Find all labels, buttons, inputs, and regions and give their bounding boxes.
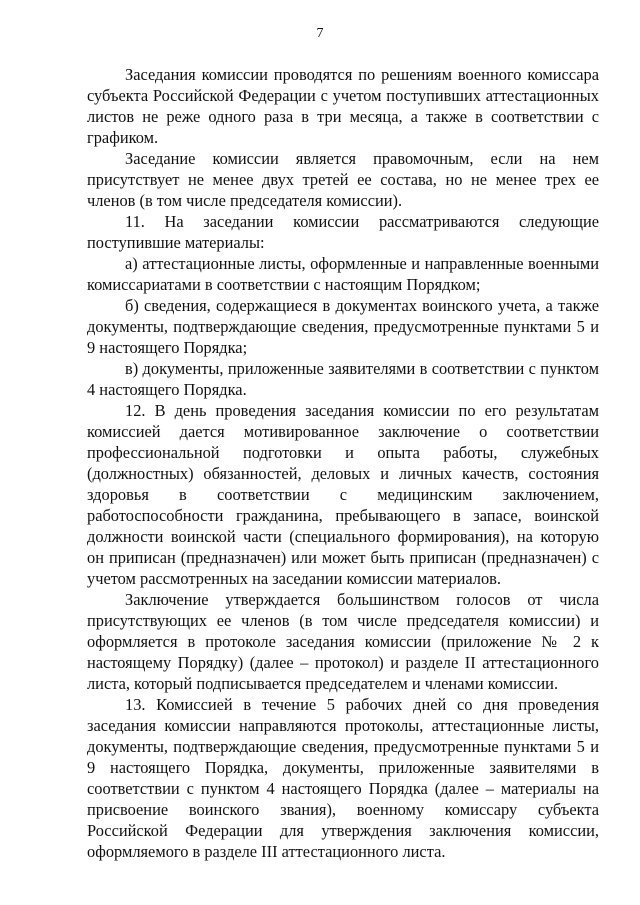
paragraph-quorum: Заседание комиссии является правомочным, если на нем присутствует не менее двух третей ее состава, но не менее трех ее членов (в том числе председателя комиссии).: [87, 149, 599, 210]
paragraph-item-11b: б) сведения, содержащиеся в документах воинского учета, а также документы, подтверждающие сведения, предусмотренные пунктами 5 и 9 настоящего Порядка;: [87, 296, 599, 357]
paragraph-item-11: 11. На заседании комиссии рассматриваются следующие поступившие материалы:: [87, 212, 599, 252]
paragraph-item-13: 13. Комиссией в течение 5 рабочих дней со дня проведения заседания комиссии направляются протоколы, аттестационные листы, документы, подтверждающие сведения, предусмотренные пунктами 5 и 9 настоящего Порядка, документы, приложенные заявителями в соответствии с пунктом 4 настоящего Порядка (далее – материалы на присвоение воинского звания), военному комиссару субъекта Российской Федерации для утверждения заключения комиссии, оформляемого в разделе III аттестационного листа.: [87, 695, 599, 861]
document-body: [87, 64, 599, 862]
paragraph-conclusion: Заключение утверждается большинством голосов от числа присутствующих ее членов (в том числе председателя комиссии) и оформляется в протоколе заседания комиссии (приложение № 2 к настоящему Порядку) (далее – протокол) и разделе II аттестационного листа, который подписывается председателем и членами комиссии.: [87, 590, 599, 693]
page-number: 7: [316, 26, 324, 41]
paragraph-item-11v: в) документы, приложенные заявителями в соответствии с пунктом 4 настоящего Порядка.: [87, 359, 599, 399]
paragraph-item-11a: а) аттестационные листы, оформленные и направленные военными комиссариатами в соответствии с настоящим Порядком;: [87, 254, 599, 294]
paragraph-item-12: 12. В день проведения заседания комиссии по его результатам комиссией дается мотивированное заключение о соответствии профессиональной подготовки и опыта работы, служебных (должностных) обязанностей, деловых и личных качеств, состояния здоровья в соответствии с медицинским заключением, работоспособности гражданина, пребывающего в запасе, воинской должности воинской части (специального формирования), на которую он приписан (предназначен) или может быть приписан (предназначен) с учетом рассмотренных на заседании комиссии материалов.: [87, 401, 599, 588]
paragraph-meetings: Заседания комиссии проводятся по решениям военного комиссара субъекта Российской Федерации с учетом поступивших аттестационных листов не реже одного раза в три месяца, а также в соответствии с графиком.: [87, 65, 599, 147]
